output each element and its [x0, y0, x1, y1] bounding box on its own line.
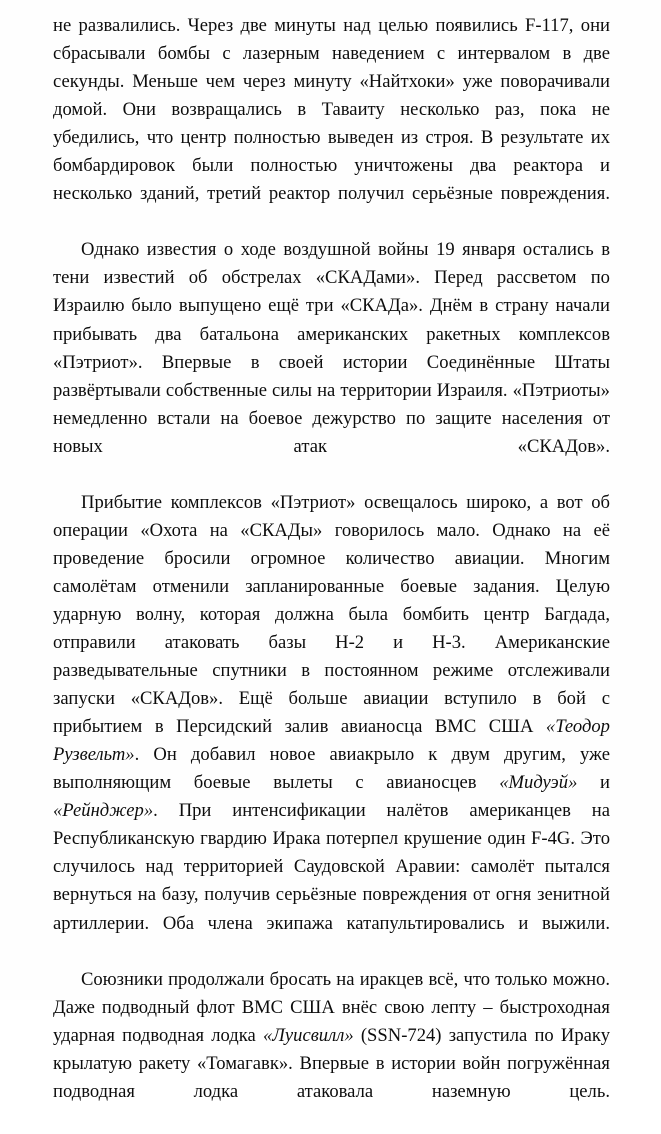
text-run: . Он добавил новое авиакрыло к двум другим, уже выполняющим боевые вылеты с авианосцев [53, 744, 610, 794]
paragraph-1: не развалились. Через две минуты над целью появились F-117, они сбрасывали бомбы с лазерным наведением с интервалом в две секунды. Меньше чем через минуту «Найтхоки» уже поворачивали домой. Они возвращались в Таваиту несколько раз, пока не убедились, что центр полностью выведен из строя. В результате их бомбардировок были полностью уничтожены два реактора и несколько зданий, третий реактор получил серьёзные повреждения. [53, 15, 610, 205]
text-column [53, 12, 610, 1134]
text-run: (SSN-724) запустила по Ираку крылатую ракету «Томагавк». Впервые в истории войн погружённая подводная лодка атаковала наземную цель. [53, 1024, 610, 1102]
text-run: Союзники продолжали бросать на иракцев всё, что только можно. Даже подводный флот ВМС США внёс свою лепту – быстроходная ударная подводная лодка [53, 968, 610, 1046]
text-run: и [577, 772, 610, 794]
paragraph-3 [53, 489, 610, 966]
paragraph-2: Однако известия о ходе воздушной войны 19 января остались в тени известий об обстрелах «СКАДами». Перед рассветом по Израилю было выпущено ещё три «СКАДа». Днём в страну начали прибывать два батальона американских ракетных комплексов «Пэтриот». Впервые в своей истории Соединённые Штаты развёртывали собственные силы на территории Израиля. «Пэтриоты» немедленно встали на боевое дежурство по защите населения от новых атак «СКАДов». [53, 239, 610, 457]
ship-name-italic: «Мидуэй» [499, 772, 578, 794]
ship-name-italic: «Теодор Рузвельт» [53, 716, 610, 766]
ship-name-italic: «Рейнджер» [53, 800, 154, 822]
text-run: Прибытие комплексов «Пэтриот» освещалось широко, а вот об операции «Охота на «СКАДы» говорилось мало. Однако на её проведение бросили огромное количество авиации. Многим самолётам отменили запланированные боевые задания. Целую ударную волну, которая должна была бомбить центр Багдада, отправили атаковать базы Н-2 и Н-3. Американские разведывательные спутники в постоянном режиме отслеживали запуски «СКАДов». Ещё больше авиации вступило в бой с прибытием в Персидский залив авианосца ВМС США [53, 491, 610, 738]
text-run: . При интенсификации налётов американцев на Республиканскую гвардию Ирака потерпел крушение один F-4G. Это случилось над территорией Саудовской Аравии: самолёт пытался вернуться на базу, получив серьёзные повреждения от огня зенитной артиллерии. Оба члена экипажа катапультировались и выжили. [53, 800, 610, 934]
paragraph-4 [53, 966, 610, 1134]
ship-name-italic: «Луисвилл» [262, 1024, 354, 1046]
